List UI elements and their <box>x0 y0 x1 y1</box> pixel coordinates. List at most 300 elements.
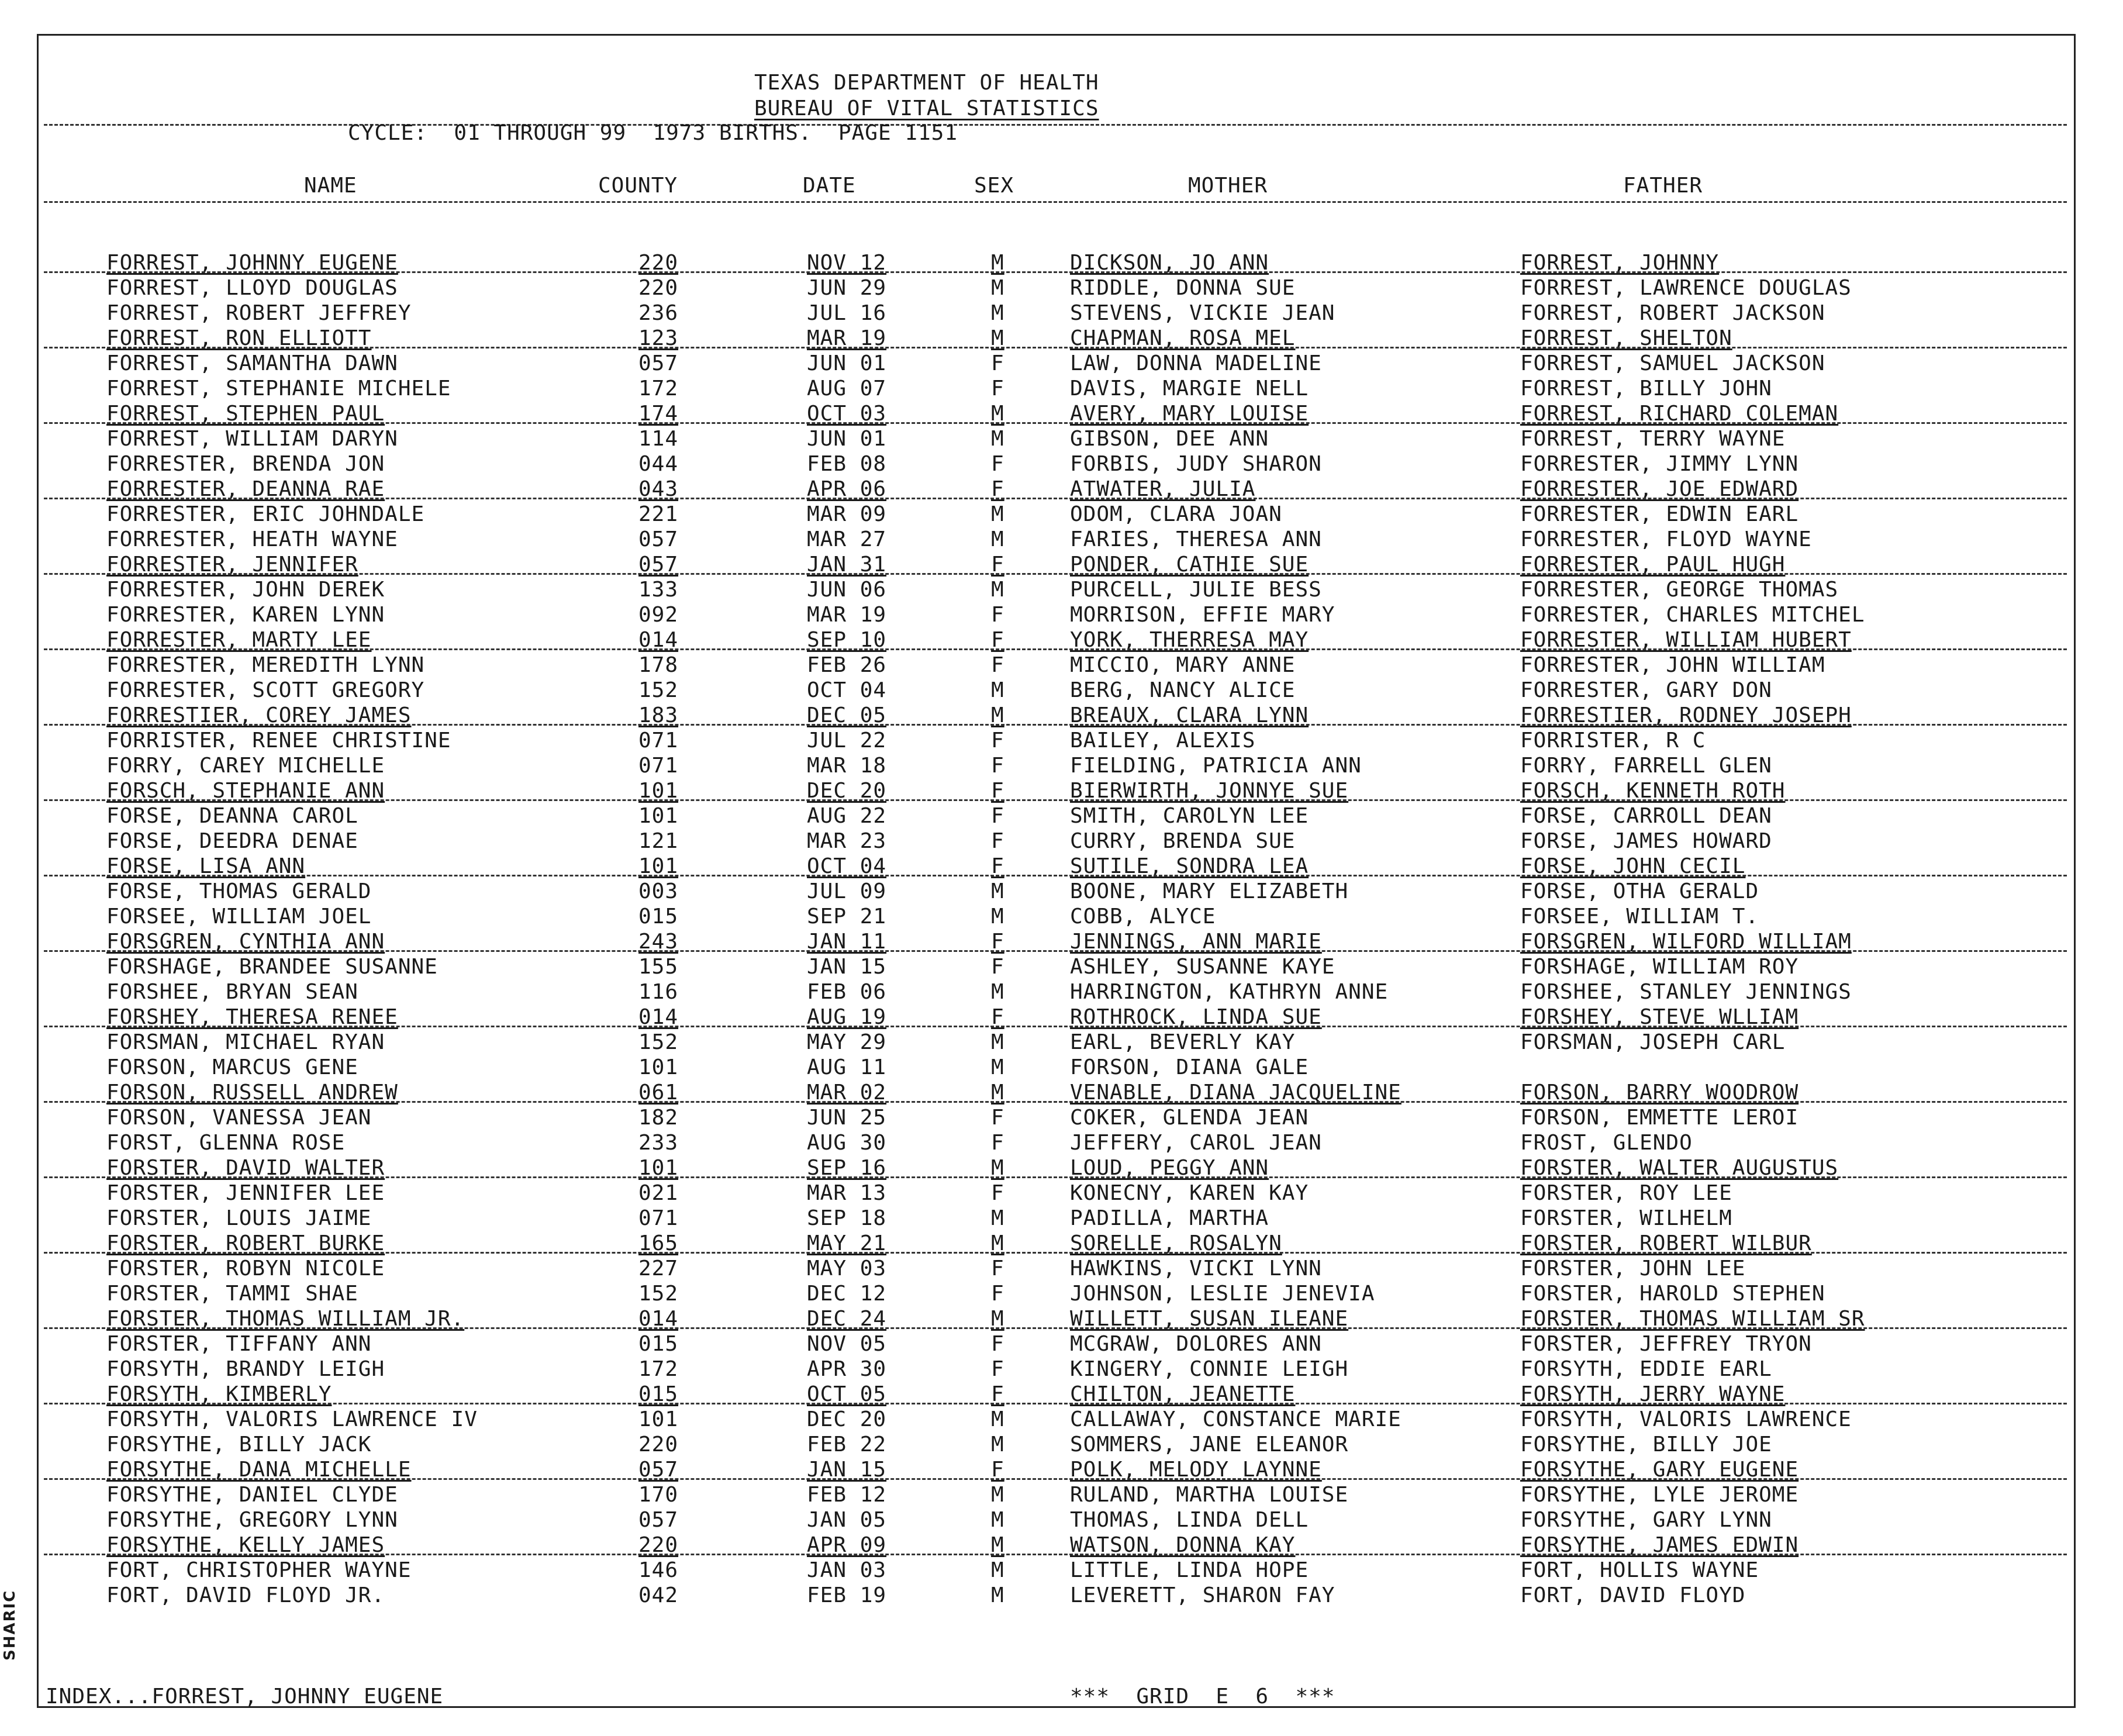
table-row <box>0 275 2123 301</box>
cell-mother: LITTLE, LINDA HOPE <box>1070 1558 1309 1582</box>
cell-sex: F <box>991 829 1004 853</box>
cell-county: 057 <box>638 1458 679 1482</box>
cell-county: 021 <box>638 1181 679 1205</box>
table-row <box>0 1105 2123 1130</box>
cell-name: FORSE, DEEDRA DENAE <box>106 829 358 853</box>
cell-mother: CHAPMAN, ROSA MEL <box>1070 326 1296 350</box>
cell-father: FORRESTER, JOHN WILLIAM <box>1520 653 1825 677</box>
cell-sex: M <box>991 251 1004 275</box>
cell-name: FORREST, ROBERT JEFFREY <box>106 301 412 325</box>
cell-date: FEB 26 <box>807 653 887 677</box>
cell-date: MAY 03 <box>807 1257 887 1281</box>
cell-date: JAN 15 <box>807 955 887 979</box>
cell-mother: ODOM, CLARA JOAN <box>1070 502 1282 526</box>
cell-name: FORRISTER, RENEE CHRISTINE <box>106 729 451 753</box>
row-divider <box>44 1554 2067 1555</box>
cell-mother: ATWATER, JULIA <box>1070 477 1256 501</box>
cell-mother: PURCELL, JULIE BESS <box>1070 578 1322 602</box>
cell-sex: F <box>991 1106 1004 1130</box>
cell-sex: M <box>991 905 1004 929</box>
cell-sex: M <box>991 502 1004 526</box>
bureau-title: BUREAU OF VITAL STATISTICS <box>754 96 1099 120</box>
column-header-county: COUNTY <box>598 174 678 198</box>
cell-father: FORREST, RICHARD COLEMAN <box>1520 402 1839 426</box>
cell-county: 101 <box>638 854 679 878</box>
cell-date: DEC 05 <box>807 703 887 727</box>
cell-date: JUL 22 <box>807 729 887 753</box>
cell-mother: PONDER, CATHIE SUE <box>1070 553 1309 577</box>
cell-sex: M <box>991 980 1004 1004</box>
cell-sex: F <box>991 930 1004 954</box>
cell-mother: EARL, BEVERLY KAY <box>1070 1030 1296 1054</box>
cell-father: FORSYTHE, GARY EUGENE <box>1520 1458 1799 1482</box>
cell-name: FORSYTHE, DANIEL CLYDE <box>106 1483 398 1507</box>
cell-sex: F <box>991 1282 1004 1306</box>
cell-sex: M <box>991 1583 1004 1607</box>
cell-mother: RIDDLE, DONNA SUE <box>1070 276 1296 300</box>
cell-mother: JOHNSON, LESLIE JENEVIA <box>1070 1282 1375 1306</box>
cell-date: AUG 30 <box>807 1131 887 1155</box>
cell-mother: BOONE, MARY ELIZABETH <box>1070 879 1349 903</box>
cell-county: 014 <box>638 628 679 652</box>
cell-county: 042 <box>638 1583 679 1607</box>
cell-county: 101 <box>638 1055 679 1079</box>
cell-sex: M <box>991 1055 1004 1079</box>
cell-mother: ASHLEY, SUSANNE KAYE <box>1070 955 1335 979</box>
table-row <box>0 1256 2123 1281</box>
cell-date: JUN 29 <box>807 276 887 300</box>
table-row <box>0 376 2123 401</box>
cell-date: DEC 20 <box>807 779 887 803</box>
cell-name: FORSMAN, MICHAEL RYAN <box>106 1030 385 1054</box>
cell-father: FORT, DAVID FLOYD <box>1520 1583 1746 1607</box>
table-row <box>0 351 2123 376</box>
cell-sex: M <box>991 427 1004 451</box>
table-row <box>0 1583 2123 1608</box>
cell-date: MAY 29 <box>807 1030 887 1054</box>
cell-name: FORSYTH, VALORIS LAWRENCE IV <box>106 1407 478 1431</box>
cell-county: 101 <box>638 804 679 828</box>
cell-mother: LEVERETT, SHARON FAY <box>1070 1583 1335 1607</box>
cell-mother: HAWKINS, VICKI LYNN <box>1070 1257 1322 1281</box>
cell-county: 236 <box>638 301 679 325</box>
cell-county: 116 <box>638 980 679 1004</box>
row-divider <box>44 1176 2067 1178</box>
cell-sex: M <box>991 1307 1004 1331</box>
cell-name: FORRESTER, BRENDA JON <box>106 452 385 476</box>
cell-sex: M <box>991 879 1004 903</box>
cell-father: FORREST, TERRY WAYNE <box>1520 427 1786 451</box>
cell-date: FEB 12 <box>807 1483 887 1507</box>
cell-name: FORSTER, ROBERT BURKE <box>106 1231 385 1255</box>
table-row <box>0 904 2123 929</box>
cell-county: 071 <box>638 729 679 753</box>
cell-name: FORSGREN, CYNTHIA ANN <box>106 930 385 954</box>
cell-date: AUG 11 <box>807 1055 887 1079</box>
cell-date: APR 30 <box>807 1357 887 1381</box>
cell-mother: STEVENS, VICKIE JEAN <box>1070 301 1335 325</box>
cell-sex: F <box>991 603 1004 627</box>
cell-county: 182 <box>638 1106 679 1130</box>
cell-father: FORSYTHE, LYLE JEROME <box>1520 1483 1799 1507</box>
cell-father: FORSYTHE, BILLY JOE <box>1520 1433 1772 1457</box>
cell-sex: M <box>991 301 1004 325</box>
cell-date: DEC 20 <box>807 1407 887 1431</box>
cell-father: FORRY, FARRELL GLEN <box>1520 754 1772 778</box>
cell-date: AUG 07 <box>807 377 887 401</box>
cell-date: MAR 09 <box>807 502 887 526</box>
cell-sex: M <box>991 527 1004 551</box>
cell-mother: MCGRAW, DOLORES ANN <box>1070 1332 1322 1356</box>
cell-sex: M <box>991 1483 1004 1507</box>
cell-name: FORSEE, WILLIAM JOEL <box>106 905 372 929</box>
cell-date: JUN 06 <box>807 578 887 602</box>
cell-county: 172 <box>638 1357 679 1381</box>
cell-county: 014 <box>638 1005 679 1029</box>
cell-county: 220 <box>638 276 679 300</box>
cell-name: FORSTER, JENNIFER LEE <box>106 1181 385 1205</box>
cell-date: SEP 10 <box>807 628 887 652</box>
cell-father: FORSMAN, JOSEPH CARL <box>1520 1030 1786 1054</box>
cell-name: FORRESTER, ERIC JOHNDALE <box>106 502 425 526</box>
cell-father: FORSTER, THOMAS WILLIAM SR <box>1520 1307 1865 1331</box>
cell-father: FORSON, BARRY WOODROW <box>1520 1081 1799 1105</box>
cell-name: FORRESTER, JOHN DEREK <box>106 578 385 602</box>
cell-county: 243 <box>638 930 679 954</box>
cell-name: FORSHEE, BRYAN SEAN <box>106 980 358 1004</box>
cell-name: FORST, GLENNA ROSE <box>106 1131 346 1155</box>
cell-county: 155 <box>638 955 679 979</box>
cell-mother: CALLAWAY, CONSTANCE MARIE <box>1070 1407 1401 1431</box>
table-row <box>0 1055 2123 1080</box>
table-row <box>0 979 2123 1005</box>
cell-mother: AVERY, MARY LOUISE <box>1070 402 1309 426</box>
cell-county: 015 <box>638 1332 679 1356</box>
cell-mother: WILLETT, SUSAN ILEANE <box>1070 1307 1349 1331</box>
cell-father: FROST, GLENDO <box>1520 1131 1693 1155</box>
cell-father: FORSE, CARROLL DEAN <box>1520 804 1772 828</box>
cell-date: MAR 23 <box>807 829 887 853</box>
cell-mother: FIELDING, PATRICIA ANN <box>1070 754 1362 778</box>
cell-father: FORSTER, HAROLD STEPHEN <box>1520 1282 1825 1306</box>
cell-father: FORSGREN, WILFORD WILLIAM <box>1520 930 1852 954</box>
cell-father: FORSE, JAMES HOWARD <box>1520 829 1772 853</box>
cell-county: 101 <box>638 1407 679 1431</box>
row-divider <box>44 1403 2067 1404</box>
cell-mother: SUTILE, SONDRA LEA <box>1070 854 1309 878</box>
cell-mother: THOMAS, LINDA DELL <box>1070 1508 1309 1532</box>
cell-mother: CHILTON, JEANETTE <box>1070 1382 1296 1406</box>
cell-name: FORREST, JOHNNY EUGENE <box>106 251 398 275</box>
cell-county: 071 <box>638 1206 679 1230</box>
cell-father: FORREST, SHELTON <box>1520 326 1732 350</box>
cell-date: JAN 15 <box>807 1458 887 1482</box>
cell-county: 101 <box>638 1156 679 1180</box>
index-footer: INDEX...FORREST, JOHNNY EUGENE <box>46 1685 444 1709</box>
table-row <box>0 1357 2123 1382</box>
cell-date: MAR 19 <box>807 603 887 627</box>
cell-sex: F <box>991 955 1004 979</box>
cell-sex: F <box>991 477 1004 501</box>
row-divider <box>44 422 2067 424</box>
cell-name: FORREST, LLOYD DOUGLAS <box>106 276 398 300</box>
cell-name: FORREST, STEPHEN PAUL <box>106 402 385 426</box>
cell-date: JUN 01 <box>807 351 887 375</box>
cell-county: 121 <box>638 829 679 853</box>
cell-mother: YORK, THERRESA MAY <box>1070 628 1309 652</box>
cell-county: 146 <box>638 1558 679 1582</box>
row-divider <box>44 724 2067 726</box>
cell-sex: M <box>991 1030 1004 1054</box>
cell-name: FORREST, RON ELLIOTT <box>106 326 372 350</box>
cell-sex: F <box>991 1181 1004 1205</box>
cell-sex: F <box>991 1131 1004 1155</box>
cell-mother: FORBIS, JUDY SHARON <box>1070 452 1322 476</box>
table-row <box>0 954 2123 979</box>
cell-sex: F <box>991 1332 1004 1356</box>
cell-county: 133 <box>638 578 679 602</box>
cell-father: FORSTER, ROY LEE <box>1520 1181 1732 1205</box>
cell-father: FORSHEE, STANLEY JENNINGS <box>1520 980 1852 1004</box>
cell-father: FORRESTER, JIMMY LYNN <box>1520 452 1799 476</box>
cell-county: 178 <box>638 653 679 677</box>
cell-sex: M <box>991 1508 1004 1532</box>
cell-sex: M <box>991 1533 1004 1557</box>
cell-county: 015 <box>638 1382 679 1406</box>
cell-date: OCT 04 <box>807 678 887 702</box>
cell-date: NOV 05 <box>807 1332 887 1356</box>
cell-sex: M <box>991 678 1004 702</box>
header-divider <box>44 124 2067 126</box>
cell-name: FORSTER, THOMAS WILLIAM JR. <box>106 1307 465 1331</box>
cell-name: FORSYTHE, GREGORY LYNN <box>106 1508 398 1532</box>
cell-father: FORREST, BILLY JOHN <box>1520 377 1772 401</box>
cell-date: SEP 21 <box>807 905 887 929</box>
cell-name: FORRY, CAREY MICHELLE <box>106 754 385 778</box>
cell-date: MAR 13 <box>807 1181 887 1205</box>
cell-name: FORSTER, LOUIS JAIME <box>106 1206 372 1230</box>
table-row <box>0 1030 2123 1055</box>
cell-county: 227 <box>638 1257 679 1281</box>
cell-county: 183 <box>638 703 679 727</box>
cell-name: FORRESTIER, COREY JAMES <box>106 703 412 727</box>
table-row <box>0 1482 2123 1507</box>
column-header-father: FATHER <box>1623 174 1703 198</box>
table-row <box>0 1558 2123 1583</box>
cell-sex: M <box>991 1558 1004 1582</box>
cell-county: 123 <box>638 326 679 350</box>
cycle-line: CYCLE: 01 THROUGH 99 1973 BIRTHS. PAGE 1151 <box>348 121 958 145</box>
cell-father: FORRESTIER, RODNEY JOSEPH <box>1520 703 1852 727</box>
cell-mother: BAILEY, ALEXIS <box>1070 729 1256 753</box>
cell-date: JAN 31 <box>807 553 887 577</box>
row-divider <box>44 1478 2067 1480</box>
cell-name: FORT, CHRISTOPHER WAYNE <box>106 1558 412 1582</box>
cell-county: 152 <box>638 678 679 702</box>
row-divider <box>44 573 2067 575</box>
cell-date: DEC 12 <box>807 1282 887 1306</box>
row-divider <box>44 1252 2067 1254</box>
cell-county: 220 <box>638 251 679 275</box>
cell-mother: LOUD, PEGGY ANN <box>1070 1156 1269 1180</box>
cell-county: 172 <box>638 377 679 401</box>
table-row <box>0 602 2123 627</box>
cell-date: JUL 16 <box>807 301 887 325</box>
table-row <box>0 577 2123 602</box>
cell-name: FORSYTH, KIMBERLY <box>106 1382 332 1406</box>
cell-sex: F <box>991 653 1004 677</box>
row-divider <box>44 1101 2067 1103</box>
cell-name: FORREST, WILLIAM DARYN <box>106 427 398 451</box>
cell-sex: M <box>991 1231 1004 1255</box>
column-header-mother: MOTHER <box>1188 174 1268 198</box>
cell-name: FORT, DAVID FLOYD JR. <box>106 1583 385 1607</box>
cell-county: 057 <box>638 527 679 551</box>
cell-father: FORSEE, WILLIAM T. <box>1520 905 1759 929</box>
cell-date: FEB 19 <box>807 1583 887 1607</box>
cell-name: FORSCH, STEPHANIE ANN <box>106 779 385 803</box>
cell-mother: KONECNY, KAREN KAY <box>1070 1181 1309 1205</box>
side-label: SHARIC <box>1 1589 19 1661</box>
table-row <box>0 527 2123 552</box>
cell-mother: BERG, NANCY ALICE <box>1070 678 1296 702</box>
cell-mother: GIBSON, DEE ANN <box>1070 427 1269 451</box>
cell-father: FORSTER, WALTER AUGUSTUS <box>1520 1156 1839 1180</box>
cell-date: APR 09 <box>807 1533 887 1557</box>
cell-name: FORSTER, TAMMI SHAE <box>106 1282 358 1306</box>
cell-sex: F <box>991 351 1004 375</box>
cell-county: 092 <box>638 603 679 627</box>
cell-sex: M <box>991 402 1004 426</box>
cell-date: JAN 11 <box>807 930 887 954</box>
cell-sex: F <box>991 553 1004 577</box>
cell-father: FORSTER, JEFFREY TRYON <box>1520 1332 1812 1356</box>
cell-county: 014 <box>638 1307 679 1331</box>
table-row <box>0 1331 2123 1357</box>
cell-county: 015 <box>638 905 679 929</box>
cell-sex: F <box>991 452 1004 476</box>
cell-father: FORSCH, KENNETH ROTH <box>1520 779 1786 803</box>
row-divider <box>44 875 2067 876</box>
cell-father: FORRESTER, GARY DON <box>1520 678 1772 702</box>
cell-sex: M <box>991 703 1004 727</box>
table-row <box>0 753 2123 778</box>
cell-mother: MICCIO, MARY ANNE <box>1070 653 1296 677</box>
cell-sex: F <box>991 1458 1004 1482</box>
row-divider <box>44 1327 2067 1329</box>
cell-county: 101 <box>638 779 679 803</box>
cell-date: JAN 03 <box>807 1558 887 1582</box>
cell-mother: KINGERY, CONNIE LEIGH <box>1070 1357 1349 1381</box>
cell-sex: F <box>991 1005 1004 1029</box>
cell-name: FORREST, STEPHANIE MICHELE <box>106 377 451 401</box>
row-divider <box>44 347 2067 348</box>
cell-sex: F <box>991 804 1004 828</box>
cell-name: FORSHAGE, BRANDEE SUSANNE <box>106 955 438 979</box>
table-row <box>0 1281 2123 1306</box>
row-divider <box>44 799 2067 801</box>
cell-mother: BIERWIRTH, JONNYE SUE <box>1070 779 1349 803</box>
cell-mother: FORSON, DIANA GALE <box>1070 1055 1309 1079</box>
column-header-divider <box>44 201 2067 203</box>
cell-sex: M <box>991 276 1004 300</box>
cell-county: 174 <box>638 402 679 426</box>
cell-date: JAN 05 <box>807 1508 887 1532</box>
cell-name: FORRESTER, MEREDITH LYNN <box>106 653 425 677</box>
cell-county: 044 <box>638 452 679 476</box>
cell-date: FEB 06 <box>807 980 887 1004</box>
cell-sex: F <box>991 377 1004 401</box>
table-row <box>0 426 2123 451</box>
cell-date: MAR 02 <box>807 1081 887 1105</box>
cell-date: SEP 18 <box>807 1206 887 1230</box>
cell-date: MAR 18 <box>807 754 887 778</box>
cell-mother: WATSON, DONNA KAY <box>1070 1533 1296 1557</box>
cell-date: MAY 21 <box>807 1231 887 1255</box>
cell-sex: F <box>991 729 1004 753</box>
cell-sex: M <box>991 326 1004 350</box>
cell-county: 057 <box>638 351 679 375</box>
table-row <box>0 678 2123 703</box>
cell-sex: M <box>991 578 1004 602</box>
cell-father: FORRESTER, GEORGE THOMAS <box>1520 578 1839 602</box>
cell-date: NOV 12 <box>807 251 887 275</box>
table-row <box>0 301 2123 326</box>
cell-father: FORSYTHE, GARY LYNN <box>1520 1508 1772 1532</box>
cell-date: JUL 09 <box>807 879 887 903</box>
cell-mother: FARIES, THERESA ANN <box>1070 527 1322 551</box>
cell-date: FEB 08 <box>807 452 887 476</box>
row-divider <box>44 498 2067 499</box>
cell-name: FORSTER, TIFFANY ANN <box>106 1332 372 1356</box>
cell-mother: JEFFERY, CAROL JEAN <box>1070 1131 1322 1155</box>
cell-father: FORSYTH, EDDIE EARL <box>1520 1357 1772 1381</box>
cell-father: FORREST, LAWRENCE DOUGLAS <box>1520 276 1852 300</box>
cell-mother: SOMMERS, JANE ELEANOR <box>1070 1433 1349 1457</box>
cell-date: APR 06 <box>807 477 887 501</box>
table-row <box>0 451 2123 477</box>
cell-county: 165 <box>638 1231 679 1255</box>
table-row <box>0 879 2123 904</box>
cell-name: FORRESTER, HEATH WAYNE <box>106 527 398 551</box>
cell-father: FORRISTER, R C <box>1520 729 1706 753</box>
cell-sex: F <box>991 854 1004 878</box>
cell-father: FORSON, EMMETTE LEROI <box>1520 1106 1799 1130</box>
cell-county: 057 <box>638 553 679 577</box>
table-row <box>0 829 2123 854</box>
table-row <box>0 1507 2123 1533</box>
cell-father: FORRESTER, PAUL HUGH <box>1520 553 1786 577</box>
cell-name: FORSE, LISA ANN <box>106 854 306 878</box>
cell-father: FORSYTH, JERRY WAYNE <box>1520 1382 1786 1406</box>
cell-name: FORSON, VANESSA JEAN <box>106 1106 372 1130</box>
column-header-name: NAME <box>304 174 357 198</box>
table-row <box>0 728 2123 753</box>
cell-county: 114 <box>638 427 679 451</box>
cell-name: FORREST, SAMANTHA DAWN <box>106 351 398 375</box>
cell-father: FORRESTER, FLOYD WAYNE <box>1520 527 1812 551</box>
cell-county: 152 <box>638 1282 679 1306</box>
cell-sex: F <box>991 628 1004 652</box>
cell-name: FORSTER, DAVID WALTER <box>106 1156 385 1180</box>
cell-date: AUG 22 <box>807 804 887 828</box>
cell-father: FORREST, SAMUEL JACKSON <box>1520 351 1825 375</box>
table-row <box>0 502 2123 527</box>
table-row <box>0 1432 2123 1457</box>
cell-mother: HARRINGTON, KATHRYN ANNE <box>1070 980 1389 1004</box>
row-divider <box>44 271 2067 273</box>
cell-father: FORRESTER, EDWIN EARL <box>1520 502 1799 526</box>
